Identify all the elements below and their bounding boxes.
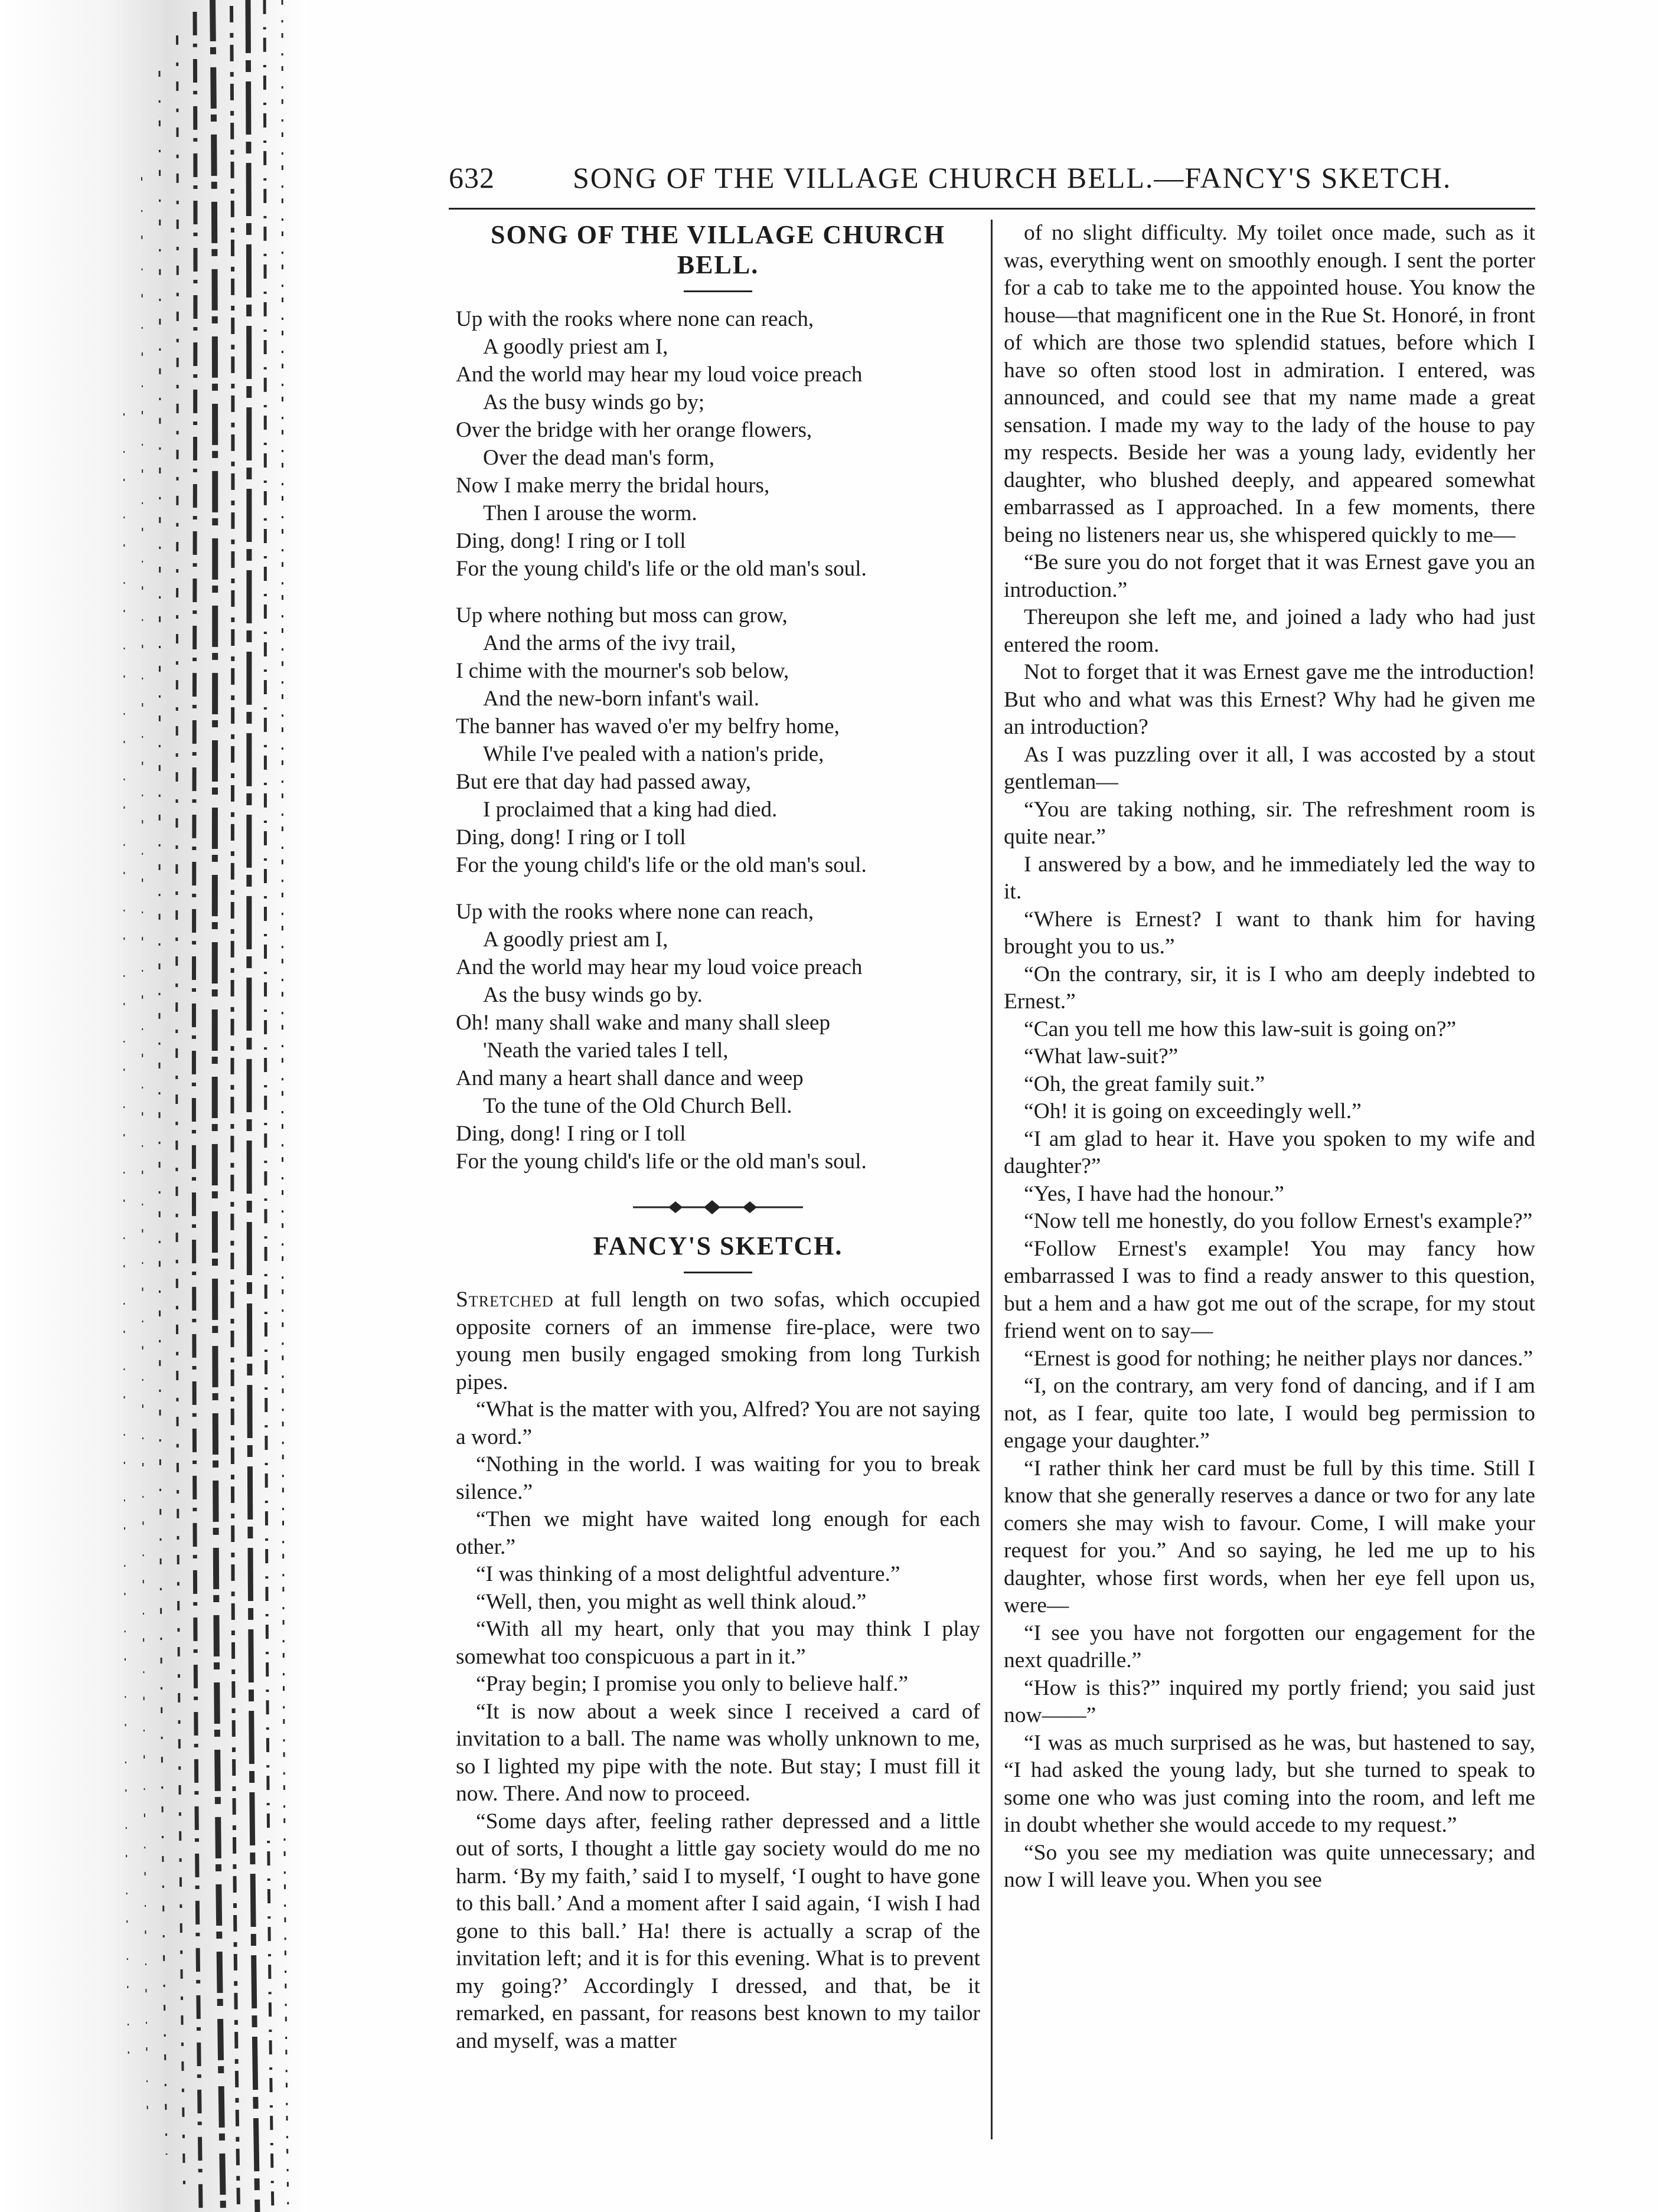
verse-line: While I've pealed with a nation's pride, [483, 742, 824, 766]
scan-margin-strip [0, 0, 307, 2212]
running-title: SONG OF THE VILLAGE CHURCH BELL.—FANCY'S SKETCH. [573, 161, 1452, 194]
verse-line: And the arms of the ivy trail, [483, 631, 736, 655]
right-column [1004, 220, 1535, 2144]
paragraph: “Ernest is good for nothing; he neither plays nor dances.” [1024, 1346, 1533, 1371]
paragraph: “What law-suit?” [1024, 1044, 1179, 1069]
paragraph: Not to forget that it was Ernest gave me the introduction! But who and what was this Ernest? Why had he given me an introduction? [1004, 660, 1535, 739]
verse-line: A goodly priest am I, [483, 335, 668, 359]
verse-line: Ding, dong! I ring or I toll [456, 825, 686, 849]
verse-line: For the young child's life or the old man's soul. [456, 853, 867, 877]
verse-line: Over the bridge with her orange flowers, [456, 418, 812, 442]
verse-line: As the busy winds go by. [483, 983, 703, 1007]
verse-line: For the young child's life or the old man's soul. [456, 1149, 867, 1174]
verse-line: Ding, dong! I ring or I toll [456, 1122, 686, 1146]
paragraph: “I am glad to hear it. Have you spoken to my wife and daughter?” [1004, 1126, 1535, 1178]
sketch-body-left [456, 1286, 980, 2055]
verse-line: Up where nothing but moss can grow, [456, 603, 788, 628]
verse-line: I chime with the mourner's sob below, [456, 659, 789, 683]
paragraph: “Nothing in the world. I was waiting for you to break silence.” [456, 1452, 980, 1504]
verse-line: Up with the rooks where none can reach, [456, 307, 814, 331]
verse-line: Up with the rooks where none can reach, [456, 900, 814, 924]
paragraph: “On the contrary, sir, it is I who am deeply indebted to Ernest.” [1004, 962, 1535, 1014]
paragraph: “Can you tell me how this law-suit is going on?” [1024, 1017, 1457, 1041]
stanza [456, 602, 980, 879]
verse-line: Then I arouse the worm. [483, 501, 697, 525]
paragraph: “I was thinking of a most delightful adventure.” [476, 1562, 900, 1586]
paragraph: Thereupon she left me, and joined a lady who had just entered the room. [1004, 605, 1535, 657]
sketch-body-right [1004, 220, 1535, 1894]
stanza [456, 898, 980, 1175]
paragraph: “What is the matter with you, Alfred? You are not saying a word.” [456, 1397, 980, 1449]
lead-word: Stretched [456, 1288, 554, 1312]
title-rule [684, 1272, 752, 1273]
running-head [449, 158, 1535, 210]
paragraph: “I was as much surprised as he was, but hastened to say, “I had asked the young lady, but she turned to speak to some one who was just coming into the room, and left me in doubt whether she would accede to my request.” [1004, 1730, 1535, 1837]
song-title: SONG OF THE VILLAGE CHURCH BELL. [491, 220, 945, 279]
verse-line: Ding, dong! I ring or I toll [456, 529, 686, 553]
paragraph: “I see you have not forgotten our engagement for the next quadrille.” [1004, 1620, 1535, 1672]
paragraph: “It is now about a week since I received a card of invitation to a ball. The name was wholly unknown to me, so I lighted my pipe with the note. But stay; I must fill it now. There. And now to proceed. [456, 1699, 980, 1806]
paragraph: I answered by a bow, and he immediately led the way to it. [1004, 852, 1535, 904]
paragraph: “Yes, I have had the honour.” [1024, 1181, 1284, 1206]
verse-line: But ere that day had passed away, [456, 770, 752, 794]
paragraph: “I, on the contrary, am very fond of dancing, and if I am not, as I fear, quite too late, I would beg permission to engage your daughter.” [1004, 1374, 1535, 1453]
paragraph: “I rather think her card must be full by this time. Still I know that she generally reserves a dance or two for any late comers she may wish to favour. Come, I will make your request for you.” And so saying, he led me up to his daughter, whose first words, when her eye fell upon us, were— [1004, 1456, 1535, 1618]
verse-line: Now I make merry the bridal hours, [456, 473, 770, 498]
paragraph: “Well, then, you might as well think aloud.” [476, 1589, 867, 1614]
verse-line: And many a heart shall dance and weep [456, 1066, 804, 1090]
section-ornament [456, 1194, 980, 1220]
verse-line: 'Neath the varied tales I tell, [483, 1038, 729, 1063]
paragraph: “Be sure you do not forget that it was Ernest gave you an introduction.” [1004, 550, 1535, 602]
lead-rest: at full length on two sofas, which occupied opposite corners of an immense fire-place, were two young men busily engaged smoking from long Turkish pipes. [456, 1288, 980, 1394]
paragraph: “With all my heart, only that you may think I play somewhat too conspicuous a part in it.” [456, 1617, 980, 1669]
paragraph: “Some days after, feeling rather depressed and a little out of sorts, I thought a little gay society would do me no harm. ‘By my faith,’ said I to myself, ‘I ought to have gone to this ball.’ And a moment after I said again, ‘I wish I had gone to this ball.’ Ha! there is actually a scrap of the invitation left; and it is for this evening. What is to prevent my going?’ Accordingly I dressed, and that, be it remarked, en passant, for reasons best known to my tailor and myself, was a matter [456, 1809, 980, 2053]
paragraph: “Now tell me honestly, do you follow Ernest's example?” [1024, 1209, 1533, 1233]
verse-line: For the young child's life or the old man's soul. [456, 557, 867, 581]
verse-line: Over the dead man's form, [483, 446, 714, 470]
paragraph: “So you see my mediation was quite unnecessary; and now I will leave you. When you see [1004, 1840, 1535, 1892]
paragraph: “Pray begin; I promise you only to believe half.” [476, 1672, 909, 1696]
paragraph: “Follow Ernest's example! You may fancy how embarrassed I was to find a ready answer to this question, but a hem and a haw got me out of the scrape, for my stout friend went on to say— [1004, 1236, 1535, 1343]
column-divider [991, 220, 993, 2139]
paragraph: “How is this?” inquired my portly friend; you said just now——” [1004, 1675, 1535, 1727]
title-rule [684, 290, 752, 292]
paragraph: “Then we might have waited long enough for each other.” [456, 1507, 980, 1559]
paragraph: “Oh, the great family suit.” [1024, 1071, 1265, 1096]
paragraph: “Where is Ernest? I want to thank him for having brought you to us.” [1004, 907, 1535, 959]
verse-line: Oh! many shall wake and many shall sleep [456, 1011, 830, 1035]
verse-line: The banner has waved o'er my belfry home, [456, 714, 840, 739]
paragraph: As I was puzzling over it all, I was accosted by a stout gentleman— [1004, 742, 1535, 794]
verse-line: And the new-born infant's wail. [483, 687, 760, 711]
verse-line: A goodly priest am I, [483, 927, 668, 952]
verse-line: And the world may hear my loud voice preach [456, 955, 863, 979]
paragraph: “Oh! it is going on exceedingly well.” [1024, 1099, 1362, 1123]
left-column [456, 220, 980, 2144]
opening-paragraph [456, 1286, 980, 1396]
sketch-title: FANCY'S SKETCH. [593, 1231, 843, 1260]
song-body [456, 305, 980, 1175]
verse-line: To the tune of the Old Church Bell. [483, 1094, 792, 1118]
verse-line: I proclaimed that a king had died. [483, 798, 778, 822]
binding-texture [0, 0, 307, 2212]
verse-line: As the busy winds go by; [483, 390, 705, 414]
stanza [456, 305, 980, 583]
page-number: 632 [449, 161, 495, 194]
paragraph: “You are taking nothing, sir. The refreshment room is quite near.” [1004, 797, 1535, 849]
verse-line: And the world may hear my loud voice preach [456, 362, 863, 387]
continued-paragraph: of no slight difficulty. My toilet once made, such as it was, everything went on smoothly enough. I sent the porter for a cab to take me to the appointed house. You know the house—that magnificent one in the Rue St. Honoré, in front of which are those two splendid statues, before which I have so often stood lost in admiration. I entered, was announced, and could see that my name made a great sensation. I made my way to the lady of the house to pay my respects. Beside her was a young lady, evidently her daughter, who blushed deeply, and appeared somewhat embarrassed as I approached. In a few moments, there being no listeners near us, she whispered quickly to me— [1004, 221, 1535, 547]
